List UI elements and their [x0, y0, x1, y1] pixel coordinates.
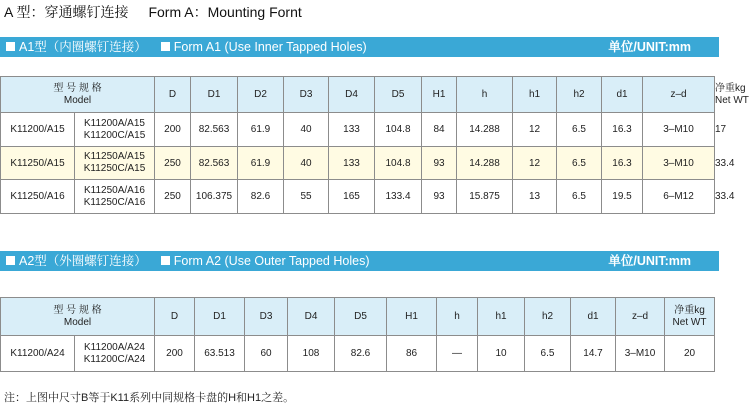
value-cell: 6.5 [525, 336, 571, 372]
header-cell: D3 [245, 298, 288, 336]
value-cell: 10 [478, 336, 525, 372]
section2-bar [0, 251, 719, 271]
value-cell: 61.9 [238, 147, 284, 180]
value-cell: 82.6 [335, 336, 387, 372]
value-cell: 200 [155, 113, 191, 147]
variant-line-2: K11250C/A15 [83, 163, 146, 174]
value-cell: 133 [329, 147, 375, 180]
table-header-row [1, 298, 715, 336]
header-cell: H1 [387, 298, 437, 336]
table-header-row: 型 号 规 格 Model D D1 D2 D3 D4 D5 H1 h h1 h2 d1 z–d 净重kg Net WT [1, 77, 715, 113]
value-cell: 3–M10 [643, 147, 715, 180]
model-cell: K11200/A15 [1, 113, 75, 147]
value-cell: 82.563 [191, 113, 238, 147]
header-cell: D4 [329, 77, 375, 113]
value-cell: 3–M10 [616, 336, 665, 372]
table-row: K11200/A15 K11200A/A15 K11200C/A15 200 82.563 61.9 40 133 104.8 84 14.288 12 6.5 16.3 3–M10 17 [1, 113, 715, 147]
value-cell: 15.875 [457, 180, 513, 214]
footnote: 注：上图中尺寸B等于K11系列中同规格卡盘的H和H1之差。 [4, 392, 295, 404]
variant-cell [75, 147, 155, 180]
value-cell: 200 [155, 336, 195, 372]
section2-unit: 单位/UNIT:mm [608, 254, 691, 268]
section1-bar [0, 37, 719, 57]
value-cell: 250 [155, 147, 191, 180]
header-cell: D1 [195, 298, 245, 336]
value-cell: 104.8 [375, 147, 422, 180]
value-cell: 165 [329, 180, 375, 214]
value-cell: 40 [284, 113, 329, 147]
header-cell: D2 [238, 77, 284, 113]
model-header-cell [1, 298, 155, 336]
value-cell: 61.9 [238, 113, 284, 147]
value-cell: 13 [513, 180, 557, 214]
value-cell: 16.3 [602, 147, 643, 180]
square-bullet-icon [161, 42, 170, 51]
value-cell: 14.288 [457, 113, 513, 147]
value-cell: 60 [245, 336, 288, 372]
header-cell: D5 [375, 77, 422, 113]
section2-table [0, 297, 715, 372]
value-cell: 133.4 [375, 180, 422, 214]
header-cell: h1 [513, 77, 557, 113]
header-cell-line-2: Model [63, 316, 92, 328]
value-cell: 20 [665, 336, 715, 372]
value-cell: 106.375 [191, 180, 238, 214]
header-cell: H1 [422, 77, 457, 113]
header-cell: h [457, 77, 513, 113]
value-cell: 6.5 [557, 180, 602, 214]
value-cell: 6.5 [557, 147, 602, 180]
value-cell: 14.288 [457, 147, 513, 180]
header-cell-line-1: 净重kg [674, 304, 705, 316]
section2-label-cn: A2型（外圈螺钉连接） [19, 254, 147, 268]
title-english: Form A：Mounting Fornt [148, 4, 302, 20]
header-cell: h1 [478, 298, 525, 336]
value-cell: 84 [422, 113, 457, 147]
header-cell: h2 [525, 298, 571, 336]
section1-unit: 单位/UNIT:mm [608, 40, 691, 54]
header-cell: d1 [602, 77, 643, 113]
variant-line-2: K11250C/A16 [83, 196, 146, 208]
header-cell: D5 [335, 298, 387, 336]
header-cell-line-1: 型 号 规 格 [53, 304, 102, 316]
value-cell: 12 [513, 147, 557, 180]
value-cell: 86 [387, 336, 437, 372]
model-cell: K11200/A24 [1, 336, 75, 372]
value-cell: 93 [422, 147, 457, 180]
square-bullet-icon [6, 256, 15, 265]
value-cell: 3–M10 [643, 113, 715, 147]
value-cell: 12 [513, 113, 557, 147]
section1-label-cn: A1型（内圈螺钉连接） [19, 40, 147, 54]
section2-label-en: Form A2 (Use Outer Tapped Holes) [173, 254, 370, 268]
table-row [1, 336, 715, 372]
value-cell: 250 [155, 180, 191, 214]
header-cell-line-2: Net WT [672, 316, 707, 328]
header-cell: D [155, 298, 195, 336]
model-header-cell [1, 77, 155, 113]
header-cell [665, 298, 715, 336]
header-cell: D4 [288, 298, 335, 336]
page-title [4, 2, 302, 22]
header-cell: z–d [616, 298, 665, 336]
variant-line-1: K11200A/A24 [84, 341, 145, 353]
section1-table [0, 76, 749, 214]
variant-cell [75, 113, 155, 147]
header-cell: z–d [643, 77, 715, 113]
variant-line-1: K11250A/A16 [84, 184, 145, 196]
value-cell: 82.563 [191, 147, 238, 180]
table-row: K11250/A15 K11250A/A15 K11250C/A15 250 82.563 61.9 40 133 104.8 93 14.288 12 6.5 16.3 3–M10 33.4 [1, 147, 715, 180]
header-cell: h2 [557, 77, 602, 113]
title-chinese: A 型：穿通螺钉连接 [4, 4, 129, 20]
value-cell: 16.3 [602, 113, 643, 147]
value-cell: 133 [329, 113, 375, 147]
square-bullet-icon [161, 256, 170, 265]
value-cell: 6–M12 [643, 180, 715, 214]
model-cell: K11250/A16 [1, 180, 75, 214]
section1-label-en: Form A1 (Use Inner Tapped Holes) [173, 40, 367, 54]
header-cell-line-1: 型 号 规 格 [53, 82, 102, 94]
table-row: K11250/A16 K11250A/A16 K11250C/A16 250 106.375 82.6 55 165 133.4 93 15.875 13 6.5 19.5 6–M12 33.4 [1, 180, 715, 214]
value-cell: 63.513 [195, 336, 245, 372]
value-cell: 93 [422, 180, 457, 214]
header-cell: D [155, 77, 191, 113]
value-cell: 104.8 [375, 113, 422, 147]
value-cell: 55 [284, 180, 329, 214]
variant-line-2: K11200C/A24 [83, 353, 146, 365]
value-cell: — [437, 336, 478, 372]
square-bullet-icon [6, 42, 15, 51]
value-cell: 19.5 [602, 180, 643, 214]
variant-line-2: K11200C/A15 [83, 129, 146, 141]
value-cell: 6.5 [557, 113, 602, 147]
header-cell: D1 [191, 77, 238, 113]
value-cell: 108 [288, 336, 335, 372]
value-cell: 82.6 [238, 180, 284, 214]
value-cell: 40 [284, 147, 329, 180]
header-cell: D3 [284, 77, 329, 113]
variant-line-1: K11250A/A15 [84, 151, 145, 162]
header-cell-line-2: Model [63, 94, 92, 106]
variant-cell [75, 180, 155, 214]
value-cell: 14.7 [571, 336, 616, 372]
variant-line-1: K11200A/A15 [84, 117, 145, 129]
model-cell: K11250/A15 [1, 147, 75, 180]
header-cell: h [437, 298, 478, 336]
variant-cell [75, 336, 155, 372]
header-cell: d1 [571, 298, 616, 336]
